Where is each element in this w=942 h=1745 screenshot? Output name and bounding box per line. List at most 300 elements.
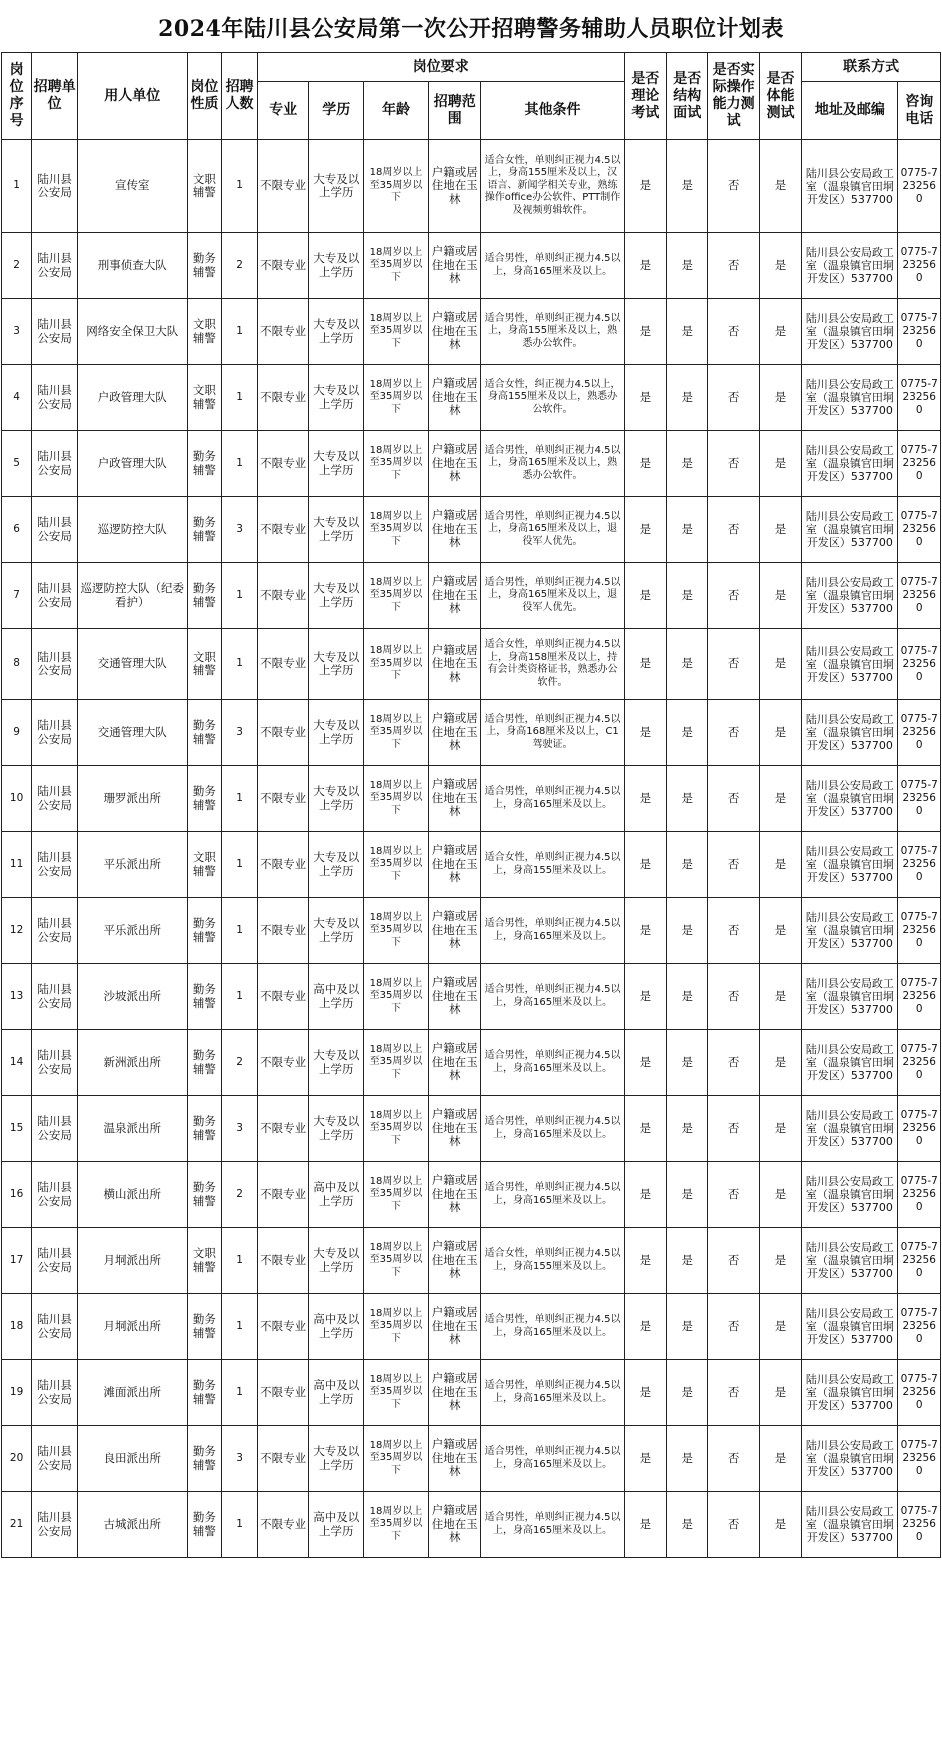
cell-employer: 宣传室 [78, 140, 188, 233]
cell-scope: 户籍或居住地在玉林 [428, 1492, 481, 1558]
cell-practical: 否 [708, 898, 759, 964]
cell-education: 大专及以上学历 [309, 1228, 364, 1294]
table-row [2, 1426, 941, 1492]
table-row [2, 766, 941, 832]
cell-physical: 是 [759, 140, 801, 233]
cell-count: 1 [222, 832, 258, 898]
cell-unit: 陆川县公安局 [32, 1162, 78, 1228]
cell-unit: 陆川县公安局 [32, 140, 78, 233]
cell-age: 18周岁以上至35周岁以下 [364, 1492, 429, 1558]
table-row [2, 1096, 941, 1162]
header-unit: 招聘单位 [32, 53, 78, 140]
cell-scope: 户籍或居住地在玉林 [428, 563, 481, 629]
cell-theory: 是 [624, 563, 666, 629]
table-row [2, 1030, 941, 1096]
cell-practical: 否 [708, 1228, 759, 1294]
cell-address: 陆川县公安局政工室（温泉镇官田垌开发区）537700 [802, 898, 898, 964]
cell-major: 不限专业 [257, 1030, 308, 1096]
cell-age: 18周岁以上至35周岁以下 [364, 497, 429, 563]
cell-scope: 户籍或居住地在玉林 [428, 1360, 481, 1426]
cell-phone: 0775-7232560 [898, 629, 941, 700]
cell-scope: 户籍或居住地在玉林 [428, 365, 481, 431]
cell-education: 大专及以上学历 [309, 140, 364, 233]
cell-scope: 户籍或居住地在玉林 [428, 1426, 481, 1492]
cell-employer: 平乐派出所 [78, 898, 188, 964]
cell-major: 不限专业 [257, 832, 308, 898]
cell-practical: 否 [708, 1096, 759, 1162]
cell-seq: 12 [2, 898, 32, 964]
header-nature: 岗位性质 [187, 53, 222, 140]
cell-theory: 是 [624, 431, 666, 497]
cell-nature: 文职辅警 [187, 629, 222, 700]
cell-education: 高中及以上学历 [309, 1360, 364, 1426]
cell-other: 适合男性，单则纠正视力4.5以上，身高165厘米及以上。 [481, 233, 624, 299]
cell-major: 不限专业 [257, 766, 308, 832]
table-row [2, 431, 941, 497]
cell-unit: 陆川县公安局 [32, 1228, 78, 1294]
cell-interview: 是 [667, 1360, 708, 1426]
cell-major: 不限专业 [257, 140, 308, 233]
header-major: 专业 [257, 82, 308, 140]
table-row [2, 964, 941, 1030]
cell-age: 18周岁以上至35周岁以下 [364, 365, 429, 431]
cell-interview: 是 [667, 1294, 708, 1360]
cell-count: 1 [222, 964, 258, 1030]
cell-major: 不限专业 [257, 1228, 308, 1294]
cell-unit: 陆川县公安局 [32, 1096, 78, 1162]
cell-major: 不限专业 [257, 1426, 308, 1492]
cell-unit: 陆川县公安局 [32, 832, 78, 898]
cell-other: 适合男性，单则纠正视力4.5以上，身高165厘米及以上，退役军人优先。 [481, 497, 624, 563]
cell-address: 陆川县公安局政工室（温泉镇官田垌开发区）537700 [802, 766, 898, 832]
cell-unit: 陆川县公安局 [32, 299, 78, 365]
cell-phone: 0775-7232560 [898, 497, 941, 563]
cell-other: 适合男性，单则纠正视力4.5以上，身高165厘米及以上。 [481, 1162, 624, 1228]
cell-major: 不限专业 [257, 431, 308, 497]
cell-seq: 8 [2, 629, 32, 700]
cell-address: 陆川县公安局政工室（温泉镇官田垌开发区）537700 [802, 1492, 898, 1558]
cell-theory: 是 [624, 140, 666, 233]
cell-phone: 0775-7232560 [898, 766, 941, 832]
cell-scope: 户籍或居住地在玉林 [428, 832, 481, 898]
cell-practical: 否 [708, 1426, 759, 1492]
cell-practical: 否 [708, 1294, 759, 1360]
cell-employer: 月垌派出所 [78, 1294, 188, 1360]
cell-practical: 否 [708, 629, 759, 700]
cell-major: 不限专业 [257, 629, 308, 700]
cell-age: 18周岁以上至35周岁以下 [364, 964, 429, 1030]
cell-interview: 是 [667, 299, 708, 365]
cell-nature: 勤务辅警 [187, 233, 222, 299]
cell-scope: 户籍或居住地在玉林 [428, 233, 481, 299]
cell-interview: 是 [667, 233, 708, 299]
header-scope: 招聘范围 [428, 82, 481, 140]
cell-address: 陆川县公安局政工室（温泉镇官田垌开发区）537700 [802, 1030, 898, 1096]
cell-major: 不限专业 [257, 299, 308, 365]
cell-theory: 是 [624, 1294, 666, 1360]
table-row [2, 299, 941, 365]
cell-other: 适合男性，单则纠正视力4.5以上，身高165厘米及以上。 [481, 964, 624, 1030]
cell-employer: 刑事侦查大队 [78, 233, 188, 299]
cell-phone: 0775-7232560 [898, 700, 941, 766]
cell-age: 18周岁以上至35周岁以下 [364, 629, 429, 700]
cell-physical: 是 [759, 964, 801, 1030]
cell-unit: 陆川县公安局 [32, 898, 78, 964]
cell-nature: 勤务辅警 [187, 1030, 222, 1096]
cell-unit: 陆川县公安局 [32, 233, 78, 299]
cell-count: 1 [222, 1294, 258, 1360]
cell-employer: 户政管理大队 [78, 431, 188, 497]
header-requirements: 岗位要求 [257, 53, 624, 82]
cell-unit: 陆川县公安局 [32, 700, 78, 766]
cell-seq: 16 [2, 1162, 32, 1228]
table-row [2, 497, 941, 563]
cell-physical: 是 [759, 1096, 801, 1162]
cell-unit: 陆川县公安局 [32, 497, 78, 563]
cell-nature: 文职辅警 [187, 365, 222, 431]
cell-phone: 0775-7232560 [898, 898, 941, 964]
cell-unit: 陆川县公安局 [32, 629, 78, 700]
cell-physical: 是 [759, 1294, 801, 1360]
table-row [2, 1360, 941, 1426]
table-body [2, 140, 941, 1558]
cell-practical: 否 [708, 1492, 759, 1558]
cell-phone: 0775-7232560 [898, 299, 941, 365]
cell-education: 大专及以上学历 [309, 365, 364, 431]
cell-address: 陆川县公安局政工室（温泉镇官田垌开发区）537700 [802, 431, 898, 497]
cell-practical: 否 [708, 964, 759, 1030]
header-education: 学历 [309, 82, 364, 140]
cell-other: 适合女性，单则纠正视力4.5以上，身高155厘米及以上。 [481, 1228, 624, 1294]
cell-seq: 7 [2, 563, 32, 629]
cell-interview: 是 [667, 898, 708, 964]
cell-theory: 是 [624, 233, 666, 299]
cell-nature: 文职辅警 [187, 832, 222, 898]
cell-address: 陆川县公安局政工室（温泉镇官田垌开发区）537700 [802, 1162, 898, 1228]
cell-other: 适合女性，纠正视力4.5以上，身高155厘米及以上，熟悉办公软件。 [481, 365, 624, 431]
cell-theory: 是 [624, 832, 666, 898]
cell-seq: 21 [2, 1492, 32, 1558]
cell-age: 18周岁以上至35周岁以下 [364, 299, 429, 365]
cell-education: 大专及以上学历 [309, 766, 364, 832]
cell-nature: 勤务辅警 [187, 1426, 222, 1492]
cell-employer: 巡逻防控大队 [78, 497, 188, 563]
cell-interview: 是 [667, 1426, 708, 1492]
cell-theory: 是 [624, 299, 666, 365]
cell-seq: 20 [2, 1426, 32, 1492]
cell-seq: 15 [2, 1096, 32, 1162]
cell-scope: 户籍或居住地在玉林 [428, 1096, 481, 1162]
cell-physical: 是 [759, 365, 801, 431]
cell-employer: 珊罗派出所 [78, 766, 188, 832]
cell-physical: 是 [759, 299, 801, 365]
cell-interview: 是 [667, 563, 708, 629]
cell-address: 陆川县公安局政工室（温泉镇官田垌开发区）537700 [802, 964, 898, 1030]
cell-count: 1 [222, 299, 258, 365]
cell-education: 大专及以上学历 [309, 497, 364, 563]
header-age: 年龄 [364, 82, 429, 140]
cell-interview: 是 [667, 365, 708, 431]
cell-scope: 户籍或居住地在玉林 [428, 299, 481, 365]
cell-major: 不限专业 [257, 563, 308, 629]
cell-scope: 户籍或居住地在玉林 [428, 1030, 481, 1096]
cell-count: 1 [222, 431, 258, 497]
cell-age: 18周岁以上至35周岁以下 [364, 431, 429, 497]
cell-other: 适合男性，单则纠正视力4.5以上，身高165厘米及以上，退役军人优先。 [481, 563, 624, 629]
cell-seq: 5 [2, 431, 32, 497]
cell-other: 适合男性，单则纠正视力4.5以上，身高165厘米及以上。 [481, 1294, 624, 1360]
cell-employer: 温泉派出所 [78, 1096, 188, 1162]
cell-practical: 否 [708, 700, 759, 766]
cell-employer: 新洲派出所 [78, 1030, 188, 1096]
cell-practical: 否 [708, 365, 759, 431]
cell-employer: 巡逻防控大队（纪委看护） [78, 563, 188, 629]
cell-count: 1 [222, 140, 258, 233]
cell-education: 大专及以上学历 [309, 1030, 364, 1096]
cell-other: 适合男性，单则纠正视力4.5以上，身高165厘米及以上。 [481, 898, 624, 964]
cell-employer: 沙坡派出所 [78, 964, 188, 1030]
cell-age: 18周岁以上至35周岁以下 [364, 766, 429, 832]
cell-nature: 文职辅警 [187, 1228, 222, 1294]
cell-practical: 否 [708, 497, 759, 563]
cell-phone: 0775-7232560 [898, 431, 941, 497]
cell-employer: 古城派出所 [78, 1492, 188, 1558]
cell-interview: 是 [667, 700, 708, 766]
cell-scope: 户籍或居住地在玉林 [428, 431, 481, 497]
cell-employer: 良田派出所 [78, 1426, 188, 1492]
cell-theory: 是 [624, 898, 666, 964]
cell-employer: 交通管理大队 [78, 629, 188, 700]
table-row [2, 140, 941, 233]
cell-seq: 1 [2, 140, 32, 233]
cell-theory: 是 [624, 497, 666, 563]
cell-address: 陆川县公安局政工室（温泉镇官田垌开发区）537700 [802, 233, 898, 299]
cell-count: 1 [222, 1360, 258, 1426]
cell-scope: 户籍或居住地在玉林 [428, 629, 481, 700]
cell-employer: 户政管理大队 [78, 365, 188, 431]
cell-physical: 是 [759, 766, 801, 832]
cell-address: 陆川县公安局政工室（温泉镇官田垌开发区）537700 [802, 140, 898, 233]
cell-interview: 是 [667, 1492, 708, 1558]
cell-seq: 4 [2, 365, 32, 431]
cell-major: 不限专业 [257, 1492, 308, 1558]
table-row [2, 1162, 941, 1228]
cell-education: 高中及以上学历 [309, 1294, 364, 1360]
cell-scope: 户籍或居住地在玉林 [428, 964, 481, 1030]
header-physical: 是否体能测试 [759, 53, 801, 140]
cell-education: 大专及以上学历 [309, 898, 364, 964]
cell-other: 适合女性，单则纠正视力4.5以上，身高158厘米及以上，持有会计类资格证书，熟悉办公软件。 [481, 629, 624, 700]
cell-interview: 是 [667, 766, 708, 832]
header-employer: 用人单位 [78, 53, 188, 140]
cell-interview: 是 [667, 140, 708, 233]
cell-scope: 户籍或居住地在玉林 [428, 766, 481, 832]
cell-physical: 是 [759, 563, 801, 629]
table-row [2, 898, 941, 964]
cell-major: 不限专业 [257, 1162, 308, 1228]
cell-theory: 是 [624, 365, 666, 431]
cell-count: 3 [222, 1426, 258, 1492]
cell-age: 18周岁以上至35周岁以下 [364, 1360, 429, 1426]
cell-interview: 是 [667, 431, 708, 497]
cell-phone: 0775-7232560 [898, 233, 941, 299]
cell-education: 高中及以上学历 [309, 1162, 364, 1228]
cell-nature: 勤务辅警 [187, 1294, 222, 1360]
cell-interview: 是 [667, 497, 708, 563]
cell-unit: 陆川县公安局 [32, 365, 78, 431]
cell-theory: 是 [624, 1030, 666, 1096]
cell-other: 适合男性，单则纠正视力4.5以上，身高165厘米及以上。 [481, 766, 624, 832]
cell-theory: 是 [624, 1096, 666, 1162]
page-title: 2024年陆川县公安局第一次公开招聘警务辅助人员职位计划表 [158, 16, 784, 42]
cell-physical: 是 [759, 1030, 801, 1096]
cell-physical: 是 [759, 898, 801, 964]
job-plan-table [1, 52, 941, 1558]
cell-age: 18周岁以上至35周岁以下 [364, 1228, 429, 1294]
cell-other: 适合男性，单则纠正视力4.5以上，身高165厘米及以上。 [481, 1030, 624, 1096]
cell-major: 不限专业 [257, 1294, 308, 1360]
cell-age: 18周岁以上至35周岁以下 [364, 898, 429, 964]
header-address: 地址及邮编 [802, 82, 898, 140]
header-seq: 岗位序号 [2, 53, 32, 140]
cell-seq: 2 [2, 233, 32, 299]
cell-scope: 户籍或居住地在玉林 [428, 1228, 481, 1294]
cell-education: 大专及以上学历 [309, 233, 364, 299]
cell-nature: 勤务辅警 [187, 700, 222, 766]
table-row [2, 365, 941, 431]
cell-employer: 平乐派出所 [78, 832, 188, 898]
table-header [2, 53, 941, 140]
cell-seq: 9 [2, 700, 32, 766]
cell-physical: 是 [759, 1162, 801, 1228]
table-row [2, 1492, 941, 1558]
cell-nature: 勤务辅警 [187, 1096, 222, 1162]
cell-count: 3 [222, 1096, 258, 1162]
cell-unit: 陆川县公安局 [32, 1030, 78, 1096]
cell-practical: 否 [708, 233, 759, 299]
cell-phone: 0775-7232560 [898, 1096, 941, 1162]
cell-unit: 陆川县公安局 [32, 964, 78, 1030]
cell-age: 18周岁以上至35周岁以下 [364, 233, 429, 299]
cell-seq: 19 [2, 1360, 32, 1426]
cell-phone: 0775-7232560 [898, 1162, 941, 1228]
cell-theory: 是 [624, 1492, 666, 1558]
table-row [2, 563, 941, 629]
cell-physical: 是 [759, 233, 801, 299]
cell-interview: 是 [667, 1096, 708, 1162]
table-row [2, 700, 941, 766]
cell-practical: 否 [708, 1030, 759, 1096]
cell-major: 不限专业 [257, 233, 308, 299]
cell-scope: 户籍或居住地在玉林 [428, 497, 481, 563]
cell-other: 适合男性，单则纠正视力4.5以上，身高165厘米及以上。 [481, 1360, 624, 1426]
cell-major: 不限专业 [257, 1360, 308, 1426]
cell-major: 不限专业 [257, 497, 308, 563]
cell-count: 1 [222, 365, 258, 431]
header-interview: 是否结构面试 [667, 53, 708, 140]
cell-practical: 否 [708, 832, 759, 898]
cell-count: 1 [222, 898, 258, 964]
cell-count: 1 [222, 1228, 258, 1294]
cell-employer: 滩面派出所 [78, 1360, 188, 1426]
cell-phone: 0775-7232560 [898, 1426, 941, 1492]
cell-major: 不限专业 [257, 964, 308, 1030]
cell-other: 适合男性，单则纠正视力4.5以上，身高155厘米及以上，熟悉办公软件。 [481, 299, 624, 365]
cell-education: 大专及以上学历 [309, 629, 364, 700]
cell-unit: 陆川县公安局 [32, 563, 78, 629]
cell-interview: 是 [667, 832, 708, 898]
cell-nature: 勤务辅警 [187, 563, 222, 629]
cell-phone: 0775-7232560 [898, 1030, 941, 1096]
cell-unit: 陆川县公安局 [32, 1492, 78, 1558]
cell-phone: 0775-7232560 [898, 563, 941, 629]
cell-physical: 是 [759, 431, 801, 497]
cell-theory: 是 [624, 1162, 666, 1228]
cell-unit: 陆川县公安局 [32, 766, 78, 832]
table-row [2, 233, 941, 299]
table-row [2, 1228, 941, 1294]
cell-age: 18周岁以上至35周岁以下 [364, 700, 429, 766]
cell-education: 大专及以上学历 [309, 299, 364, 365]
cell-interview: 是 [667, 1030, 708, 1096]
cell-physical: 是 [759, 700, 801, 766]
cell-address: 陆川县公安局政工室（温泉镇官田垌开发区）537700 [802, 700, 898, 766]
cell-education: 大专及以上学历 [309, 1426, 364, 1492]
cell-age: 18周岁以上至35周岁以下 [364, 1294, 429, 1360]
cell-age: 18周岁以上至35周岁以下 [364, 140, 429, 233]
cell-physical: 是 [759, 629, 801, 700]
cell-address: 陆川县公安局政工室（温泉镇官田垌开发区）537700 [802, 1360, 898, 1426]
cell-phone: 0775-7232560 [898, 140, 941, 233]
cell-address: 陆川县公安局政工室（温泉镇官田垌开发区）537700 [802, 1096, 898, 1162]
cell-education: 高中及以上学历 [309, 1492, 364, 1558]
header-theory: 是否理论考试 [624, 53, 666, 140]
cell-nature: 勤务辅警 [187, 497, 222, 563]
cell-count: 2 [222, 1162, 258, 1228]
cell-physical: 是 [759, 497, 801, 563]
cell-seq: 17 [2, 1228, 32, 1294]
cell-nature: 勤务辅警 [187, 898, 222, 964]
cell-count: 1 [222, 1492, 258, 1558]
cell-employer: 横山派出所 [78, 1162, 188, 1228]
cell-seq: 14 [2, 1030, 32, 1096]
cell-phone: 0775-7232560 [898, 1294, 941, 1360]
cell-physical: 是 [759, 1492, 801, 1558]
cell-nature: 勤务辅警 [187, 1162, 222, 1228]
cell-education: 高中及以上学历 [309, 964, 364, 1030]
cell-phone: 0775-7232560 [898, 832, 941, 898]
cell-nature: 勤务辅警 [187, 1492, 222, 1558]
cell-other: 适合女性，单则纠正视力4.5以上，身高155厘米及以上，汉语言、新闻学相关专业，熟练操作office办公软件、PTT制作及视频剪辑软件。 [481, 140, 624, 233]
cell-address: 陆川县公安局政工室（温泉镇官田垌开发区）537700 [802, 1228, 898, 1294]
cell-unit: 陆川县公安局 [32, 431, 78, 497]
cell-scope: 户籍或居住地在玉林 [428, 700, 481, 766]
cell-count: 1 [222, 766, 258, 832]
cell-nature: 勤务辅警 [187, 1360, 222, 1426]
cell-employer: 网络安全保卫大队 [78, 299, 188, 365]
cell-education: 大专及以上学历 [309, 832, 364, 898]
header-practical: 是否实际操作能力测试 [708, 53, 759, 140]
cell-physical: 是 [759, 1426, 801, 1492]
cell-address: 陆川县公安局政工室（温泉镇官田垌开发区）537700 [802, 299, 898, 365]
cell-age: 18周岁以上至35周岁以下 [364, 1426, 429, 1492]
cell-nature: 勤务辅警 [187, 964, 222, 1030]
cell-nature: 文职辅警 [187, 140, 222, 233]
cell-employer: 月垌派出所 [78, 1228, 188, 1294]
cell-count: 2 [222, 233, 258, 299]
cell-major: 不限专业 [257, 898, 308, 964]
cell-address: 陆川县公安局政工室（温泉镇官田垌开发区）537700 [802, 1294, 898, 1360]
